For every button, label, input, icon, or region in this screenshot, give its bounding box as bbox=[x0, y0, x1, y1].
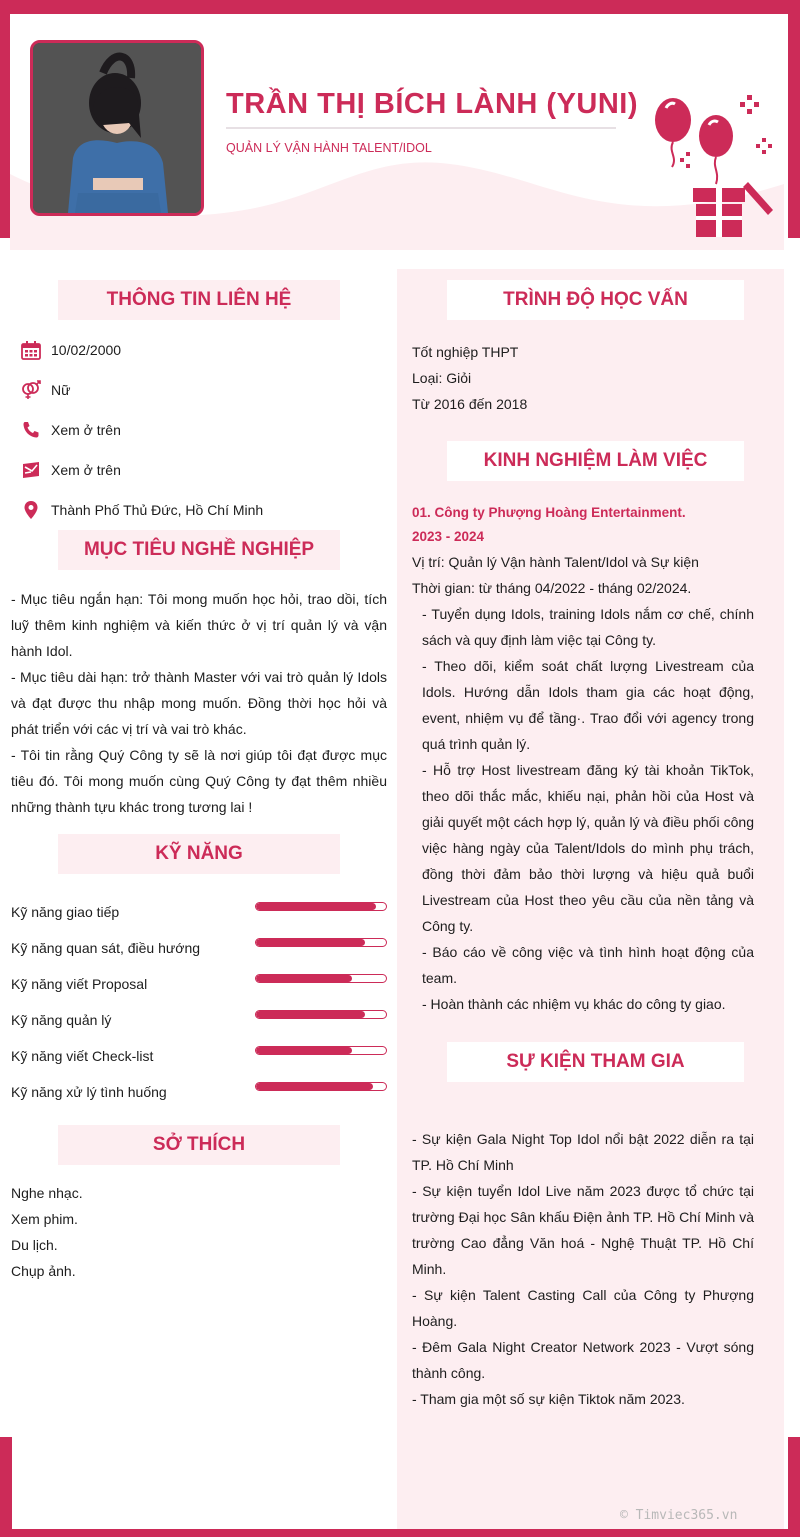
list-item: Xem phim. bbox=[11, 1211, 78, 1227]
skill-progress-fill bbox=[256, 1083, 373, 1090]
hobbies-list bbox=[11, 1180, 83, 1284]
education-degree: Tốt nghiệp THPT bbox=[412, 344, 519, 360]
skills-section-title: KỸ NĂNG bbox=[58, 834, 340, 874]
skill-item bbox=[11, 1011, 387, 1031]
contact-phone bbox=[20, 419, 121, 441]
frame-right-border bbox=[788, 0, 800, 238]
skill-progress-bar bbox=[255, 974, 387, 983]
name-underline bbox=[226, 127, 616, 129]
list-item: - Hỗ trợ Host livestream đăng ký tài khoản TikTok, theo dõi thắc mắc, khiếu nại, phản hồi của Host và giải quyết một cách hợp lý, quản lý và điều phối công việc hàng ngày của Talent/Idols do mình phụ trách, đồng thời đảm bảo thời lượng và hiệu quả buổi Livestream của Host theo yêu cầu của nền tảng và Công ty. bbox=[422, 762, 754, 934]
education-period: Từ 2016 đến 2018 bbox=[412, 396, 528, 412]
skill-progress-fill bbox=[256, 1047, 352, 1054]
skill-progress-bar bbox=[255, 938, 387, 947]
skill-progress-fill bbox=[256, 1011, 365, 1018]
experience-period: 2023 - 2024 bbox=[412, 529, 485, 544]
list-item: - Hoàn thành các nhiệm vụ khác do công ty giao. bbox=[422, 996, 726, 1012]
skill-item bbox=[11, 903, 387, 923]
education-section-title: TRÌNH ĐỘ HỌC VẤN bbox=[447, 280, 744, 320]
balloons-gift-decoration-icon bbox=[648, 92, 778, 240]
skill-label: Kỹ năng quản lý bbox=[11, 1012, 112, 1028]
contact-address-text: Thành Phố Thủ Đức, Hồ Chí Minh bbox=[51, 502, 264, 518]
objective-commitment: - Tôi tin rằng Quý Công ty sẽ là nơi giúp tôi đạt được mục tiêu đó. Tôi mong muốn cùng Quý Công ty đạt thêm nhiều những thành tựu khác trong tương lai ! bbox=[11, 747, 387, 815]
list-item: - Đêm Gala Night Creator Network 2023 - Vượt sóng thành công. bbox=[412, 1339, 754, 1381]
skill-progress-bar bbox=[255, 1082, 387, 1091]
skill-label: Kỹ năng xử lý tình huống bbox=[11, 1084, 167, 1100]
list-item: Chụp ảnh. bbox=[11, 1263, 76, 1279]
location-pin-icon bbox=[20, 499, 42, 521]
education-rank: Loại: Giỏi bbox=[412, 370, 472, 386]
skill-label: Kỹ năng giao tiếp bbox=[11, 904, 120, 920]
objective-text bbox=[11, 586, 387, 820]
skill-item bbox=[11, 975, 387, 995]
experience-position: Vị trí: Quản lý Vận hành Talent/Idol và Sự kiện bbox=[412, 554, 699, 570]
gender-icon bbox=[20, 379, 42, 401]
contact-section-title: THÔNG TIN LIÊN HỆ bbox=[58, 280, 340, 320]
calendar-icon bbox=[20, 339, 42, 361]
list-item: - Tuyển dụng Idols, training Idols nắm cơ chế, chính sách và quy định làm việc tại Công ty. bbox=[422, 606, 754, 648]
experience-section-title: KINH NGHIỆM LÀM VIỆC bbox=[447, 441, 744, 481]
objective-long-term: - Mục tiêu dài hạn: trở thành Master với vai trò quản lý Idols và đạt được thu nhập mong muốn. Đồng thời học hỏi và phát triển với các vị trí và vai trò khác. bbox=[11, 669, 387, 737]
contact-birthday-text: 10/02/2000 bbox=[51, 342, 122, 358]
list-item: Du lịch. bbox=[11, 1237, 58, 1253]
contact-birthday bbox=[20, 339, 121, 361]
list-item: - Sự kiện Gala Night Top Idol nổi bật 2022 diễn ra tại TP. Hồ Chí Minh bbox=[412, 1131, 754, 1173]
contact-email bbox=[20, 459, 121, 481]
list-item: - Sự kiện tuyển Idol Live năm 2023 được tổ chức tại trường Đại học Sân khấu Điện ảnh TP. Hồ Chí Minh và trường Cao đẳng Văn hoá - Nghệ Thuật TP. Hồ Chí Minh. bbox=[412, 1183, 754, 1277]
skill-item bbox=[11, 1047, 387, 1067]
experience-time: Thời gian: từ tháng 04/2022 - tháng 02/2024. bbox=[412, 580, 692, 596]
contact-gender-text: Nữ bbox=[51, 382, 71, 398]
skill-progress-bar bbox=[255, 1010, 387, 1019]
skill-progress-fill bbox=[256, 903, 376, 910]
frame-left-border-bottom bbox=[0, 1437, 12, 1537]
events-section-title: SỰ KIỆN THAM GIA bbox=[447, 1042, 744, 1082]
list-item: - Báo cáo về công việc và tình hình hoạt động của team. bbox=[422, 944, 754, 986]
list-item: - Tham gia một số sự kiện Tiktok năm 2023. bbox=[412, 1391, 685, 1407]
frame-right-border-bottom bbox=[788, 1437, 800, 1537]
skill-label: Kỹ năng viết Proposal bbox=[11, 976, 148, 992]
skill-progress-fill bbox=[256, 939, 365, 946]
avatar bbox=[30, 40, 204, 216]
experience-company: 01. Công ty Phượng Hoàng Entertainment. bbox=[412, 505, 686, 520]
phone-icon bbox=[20, 419, 42, 441]
experience-duties bbox=[422, 601, 754, 1017]
objective-section-title: MỤC TIÊU NGHỀ NGHIỆP bbox=[58, 530, 340, 570]
watermark: © Timviec365.vn bbox=[620, 1508, 738, 1523]
candidate-name: TRẦN THỊ BÍCH LÀNH (YUNI) bbox=[226, 88, 639, 120]
list-item: - Sự kiện Talent Casting Call của Công ty Phượng Hoàng. bbox=[412, 1287, 754, 1329]
contact-gender bbox=[20, 379, 70, 401]
skill-item bbox=[11, 939, 387, 959]
frame-top-border bbox=[0, 0, 800, 14]
skill-label: Kỹ năng viết Check-list bbox=[11, 1048, 154, 1064]
skill-label: Kỹ năng quan sát, điều hướng bbox=[11, 940, 201, 956]
list-item: - Theo dõi, kiểm soát chất lượng Livestream của Idols. Hướng dẫn Idols tham gia các hoạt động, event, nhiệm vụ để tầng·. Trao đổi với agency trong quá trình quản lý. bbox=[422, 658, 754, 752]
contact-phone-text: Xem ở trên bbox=[51, 422, 121, 438]
contact-email-text: Xem ở trên bbox=[51, 462, 121, 478]
events-list bbox=[412, 1126, 754, 1412]
list-item: Nghe nhạc. bbox=[11, 1185, 83, 1201]
objective-short-term: - Mục tiêu ngắn hạn: Tôi mong muốn học hỏi, trao dồi, tích luỹ thêm kinh nghiệm và kiến thức ở vị trí quản lý và vận hành Idol. bbox=[11, 591, 387, 659]
frame-bottom-border bbox=[0, 1529, 800, 1537]
skill-progress-fill bbox=[256, 975, 352, 982]
candidate-role: QUẢN LÝ VẬN HÀNH TALENT/IDOL bbox=[226, 141, 432, 155]
skill-item bbox=[11, 1083, 387, 1103]
skill-progress-bar bbox=[255, 902, 387, 911]
hobbies-section-title: SỞ THÍCH bbox=[58, 1125, 340, 1165]
skill-progress-bar bbox=[255, 1046, 387, 1055]
education-details bbox=[412, 339, 527, 417]
contact-address bbox=[20, 499, 263, 521]
email-icon bbox=[20, 459, 42, 481]
